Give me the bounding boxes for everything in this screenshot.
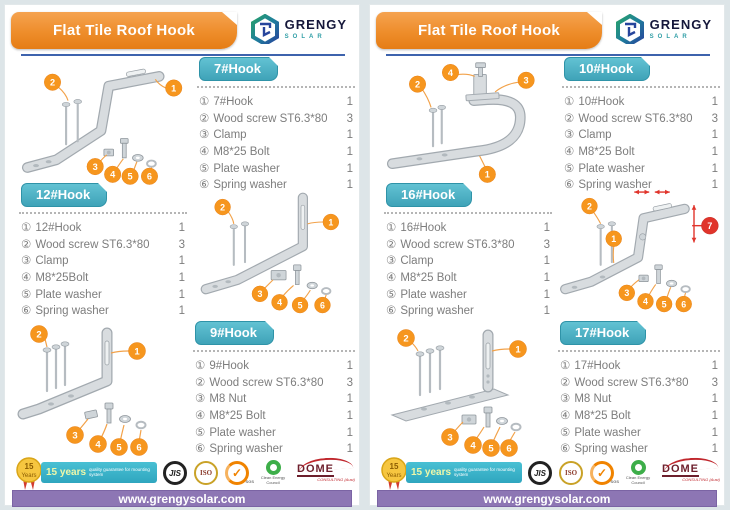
part-label: Spring washer bbox=[574, 443, 648, 456]
part-row bbox=[199, 161, 353, 178]
website-url: www.grengysolar.com bbox=[483, 491, 611, 506]
cec-ring bbox=[631, 460, 646, 475]
part-number: ① bbox=[195, 360, 206, 372]
part-row bbox=[199, 111, 353, 128]
part-number: ② bbox=[21, 238, 32, 251]
part-qty: 1 bbox=[543, 222, 550, 234]
part-label: M8*25 Bolt bbox=[209, 410, 266, 423]
part-label: M8*25 Bolt bbox=[213, 146, 270, 159]
part-qty: 1 bbox=[711, 96, 718, 108]
part-qty: 3 bbox=[543, 238, 550, 251]
part-label: Plate washer bbox=[209, 426, 276, 439]
callout-number: 1 bbox=[171, 83, 177, 94]
website-bar bbox=[377, 490, 717, 507]
catalog-page-right bbox=[369, 4, 725, 506]
part-number: ② bbox=[199, 112, 210, 125]
callout-number: 1 bbox=[484, 169, 490, 180]
dotted-divider bbox=[193, 350, 355, 352]
part-qty: 1 bbox=[711, 146, 718, 159]
part-number: ① bbox=[564, 96, 575, 108]
part-label: Spring washer bbox=[578, 179, 652, 192]
part-number: ④ bbox=[199, 146, 210, 159]
callout-number: 4 bbox=[447, 67, 454, 78]
callout-number: 1 bbox=[134, 346, 140, 358]
sgs-label: SGS bbox=[610, 479, 619, 484]
website-bar bbox=[12, 490, 352, 507]
callout-number: 4 bbox=[277, 297, 283, 308]
website-url: www.grengysolar.com bbox=[118, 491, 246, 506]
part-row bbox=[560, 425, 718, 442]
jis-logo-icon bbox=[528, 461, 552, 485]
part-qty: 1 bbox=[346, 393, 353, 406]
sgs-check-logo-icon bbox=[590, 461, 619, 485]
callout-number: 2 bbox=[36, 329, 42, 341]
callout-number: 1 bbox=[611, 234, 617, 244]
part-label: 7#Hook bbox=[213, 96, 253, 108]
part-row bbox=[560, 408, 718, 425]
part-number: ① bbox=[386, 222, 397, 234]
part-qty: 1 bbox=[346, 443, 353, 456]
part-row bbox=[195, 358, 353, 375]
hook17-product-image bbox=[376, 317, 556, 462]
brand-logo-text bbox=[285, 18, 347, 40]
medal-years-number: 15 bbox=[389, 462, 399, 471]
hook10-product-image bbox=[376, 57, 556, 190]
medal-years-word: Years bbox=[21, 473, 37, 479]
callout-number: 5 bbox=[661, 299, 667, 310]
cec-label: Clean Energy Council bbox=[625, 475, 651, 485]
part-label: Plate washer bbox=[400, 288, 467, 301]
hook10-parts-list bbox=[562, 94, 720, 194]
grengy-hexagon-logo-icon bbox=[615, 14, 645, 44]
part-row bbox=[564, 127, 718, 144]
fifteen-years-medal-icon bbox=[379, 457, 409, 491]
part-row bbox=[564, 94, 718, 111]
part-row bbox=[195, 391, 353, 408]
part-label: Plate washer bbox=[574, 426, 641, 439]
callout-number: 6 bbox=[146, 171, 153, 182]
part-qty: 3 bbox=[711, 112, 718, 125]
part-qty: 1 bbox=[711, 426, 718, 439]
part-number: ④ bbox=[560, 410, 571, 423]
guarantee-years: 15 years bbox=[46, 467, 87, 478]
medal-years-number: 15 bbox=[24, 462, 34, 471]
part-row bbox=[386, 220, 550, 237]
part-label: M8 Nut bbox=[209, 393, 247, 406]
callout-number: 6 bbox=[136, 442, 142, 454]
part-label: M8*25 Bolt bbox=[400, 272, 457, 285]
part-row bbox=[564, 144, 718, 161]
callout-number: 3 bbox=[624, 288, 630, 299]
part-qty: 1 bbox=[346, 146, 353, 159]
part-qty: 1 bbox=[543, 305, 550, 318]
jis-label: JIS bbox=[533, 468, 546, 478]
dome-sublabel: CONSULTING (Aust) bbox=[317, 477, 355, 482]
dome-sublabel: CONSULTING (Aust) bbox=[682, 477, 720, 482]
iso-label: ISO bbox=[564, 469, 578, 477]
iso-logo-icon bbox=[559, 461, 583, 485]
hook7-parts-list bbox=[197, 94, 355, 194]
part-label: Wood screw ST6.3*80 bbox=[213, 112, 328, 125]
part-label: 12#Hook bbox=[35, 222, 82, 234]
part-number: ② bbox=[195, 376, 206, 389]
part-qty: 1 bbox=[711, 393, 718, 406]
hook12-section bbox=[19, 183, 187, 320]
guarantee-text: quality guarantee for mounting system bbox=[454, 466, 515, 477]
part-qty: 1 bbox=[346, 179, 353, 192]
callout-number: 3 bbox=[447, 432, 453, 444]
callout-number: 2 bbox=[414, 79, 421, 90]
part-number: ④ bbox=[386, 272, 397, 285]
header-divider bbox=[21, 54, 345, 56]
hook17-tab-label: 17#Hook bbox=[575, 325, 630, 340]
part-qty: 3 bbox=[178, 238, 185, 251]
part-label: M8 Nut bbox=[574, 393, 612, 406]
part-label: 17#Hook bbox=[574, 360, 621, 372]
hook10-tab-label: 10#Hook bbox=[579, 61, 634, 76]
callout-number: 4 bbox=[95, 439, 101, 451]
callout-number: 2 bbox=[586, 201, 592, 212]
part-label: Wood screw ST6.3*80 bbox=[574, 376, 689, 389]
hook12-tab bbox=[21, 183, 107, 207]
callout-number: 3 bbox=[72, 430, 78, 442]
part-row bbox=[560, 441, 718, 458]
part-qty: 1 bbox=[711, 360, 718, 372]
callout-number: 6 bbox=[319, 300, 325, 311]
callout-number: 6 bbox=[681, 299, 687, 310]
fifteen-years-medal-icon bbox=[14, 457, 44, 491]
part-row bbox=[195, 425, 353, 442]
part-row bbox=[21, 220, 185, 237]
hook17-tab bbox=[560, 321, 646, 345]
guarantee-years: 15 years bbox=[411, 467, 452, 478]
part-qty: 1 bbox=[346, 360, 353, 372]
sgs-check: ✓ bbox=[596, 466, 608, 480]
dotted-divider bbox=[197, 86, 355, 88]
sgs-check: ✓ bbox=[231, 466, 243, 480]
part-row bbox=[560, 358, 718, 375]
callout-number: 2 bbox=[220, 202, 226, 213]
part-number: ⑤ bbox=[199, 162, 210, 175]
part-number: ② bbox=[564, 112, 575, 125]
cec-label: Clean Energy Council bbox=[260, 475, 286, 485]
part-row bbox=[386, 287, 550, 304]
part-qty: 1 bbox=[178, 305, 185, 318]
hook9-section bbox=[193, 321, 355, 458]
cec-ring bbox=[266, 460, 281, 475]
hook10-section bbox=[562, 57, 720, 194]
callout-number: 3 bbox=[523, 75, 529, 86]
hook7-tab bbox=[199, 57, 278, 81]
part-number: ⑥ bbox=[195, 443, 206, 456]
part-label: Wood screw ST6.3*80 bbox=[209, 376, 324, 389]
part-label: Plate washer bbox=[213, 162, 280, 175]
guarantee-banner bbox=[41, 462, 157, 483]
dome-label: DOME bbox=[297, 463, 334, 475]
catalog-page-left bbox=[4, 4, 360, 506]
callout-number: 4 bbox=[110, 169, 116, 180]
callout-number: 5 bbox=[127, 171, 133, 182]
part-label: 10#Hook bbox=[578, 96, 625, 108]
certification-logos bbox=[163, 457, 355, 489]
hook9-parts-list bbox=[193, 358, 355, 458]
part-row bbox=[386, 253, 550, 270]
brand-logo bbox=[250, 14, 347, 44]
part-label: Clamp bbox=[35, 255, 69, 268]
part-qty: 1 bbox=[178, 255, 185, 268]
dotted-divider bbox=[384, 212, 552, 214]
part-number: ④ bbox=[21, 272, 32, 285]
part-label: M8*25 Bolt bbox=[578, 146, 635, 159]
hook16-product-image bbox=[554, 181, 722, 322]
part-qty: 1 bbox=[346, 162, 353, 175]
callout-number: 2 bbox=[403, 333, 409, 345]
part-row bbox=[564, 111, 718, 128]
part-number: ① bbox=[199, 96, 210, 108]
hook12-tab-label: 12#Hook bbox=[36, 187, 91, 202]
part-qty: 1 bbox=[346, 129, 353, 142]
part-qty: 1 bbox=[346, 426, 353, 439]
brand-subtitle: SOLAR bbox=[649, 34, 691, 40]
part-number: ① bbox=[560, 360, 571, 372]
part-label: M8*25 Bolt bbox=[574, 410, 631, 423]
part-number: ③ bbox=[560, 393, 571, 406]
part-number: ④ bbox=[564, 146, 575, 159]
hook10-tab bbox=[564, 57, 650, 81]
part-row bbox=[560, 375, 718, 392]
page-title-banner bbox=[11, 12, 237, 49]
part-label: Clamp bbox=[578, 129, 612, 142]
hook16-section bbox=[384, 183, 552, 320]
part-label: Spring washer bbox=[213, 179, 287, 192]
callout-number: 1 bbox=[328, 217, 334, 228]
brand-logo-text bbox=[650, 18, 712, 40]
dome-label: DOME bbox=[662, 463, 699, 475]
iso-label: ISO bbox=[199, 469, 213, 477]
hook16-tab-label: 16#Hook bbox=[401, 187, 456, 202]
part-row bbox=[386, 237, 550, 254]
part-label: Wood screw ST6.3*80 bbox=[35, 238, 150, 251]
part-label: M8*25Bolt bbox=[35, 272, 89, 285]
dotted-divider bbox=[558, 350, 720, 352]
brand-logo bbox=[615, 14, 712, 44]
part-number: ① bbox=[21, 222, 32, 234]
part-number: ⑥ bbox=[560, 443, 571, 456]
hook9-tab-label: 9#Hook bbox=[210, 325, 257, 340]
part-number: ③ bbox=[195, 393, 206, 406]
part-qty: 1 bbox=[711, 129, 718, 142]
hook17-parts-list bbox=[558, 358, 720, 458]
part-row bbox=[564, 161, 718, 178]
part-qty: 1 bbox=[711, 179, 718, 192]
part-qty: 1 bbox=[346, 410, 353, 423]
part-label: Clamp bbox=[400, 255, 434, 268]
callout-number: 5 bbox=[297, 300, 303, 311]
part-qty: 1 bbox=[711, 410, 718, 423]
callout-number: 6 bbox=[506, 443, 512, 455]
header-divider bbox=[386, 54, 710, 56]
part-number: ④ bbox=[195, 410, 206, 423]
part-row bbox=[21, 237, 185, 254]
guarantee-banner bbox=[406, 462, 522, 483]
grengy-hexagon-logo-icon bbox=[250, 14, 280, 44]
certification-logos bbox=[528, 457, 720, 489]
part-number: ③ bbox=[564, 129, 575, 142]
part-number: ⑥ bbox=[199, 179, 210, 192]
part-row bbox=[21, 287, 185, 304]
part-qty: 1 bbox=[178, 222, 185, 234]
callout-number: 3 bbox=[257, 289, 263, 300]
page-title: Flat Tile Roof Hook bbox=[52, 22, 196, 39]
hook17-section bbox=[558, 321, 720, 458]
callout-number: 5 bbox=[488, 443, 494, 455]
sgs-check-logo-icon bbox=[225, 461, 254, 485]
dome-swoosh bbox=[664, 456, 719, 472]
part-qty: 1 bbox=[346, 96, 353, 108]
part-qty: 3 bbox=[346, 112, 353, 125]
part-number: ⑤ bbox=[386, 288, 397, 301]
dome-logo-icon bbox=[297, 464, 355, 482]
brand-subtitle: SOLAR bbox=[284, 34, 326, 40]
callout-number: 1 bbox=[515, 344, 521, 356]
hook12-parts-list bbox=[19, 220, 187, 320]
part-row bbox=[195, 441, 353, 458]
part-qty: 1 bbox=[178, 288, 185, 301]
callout-number: 2 bbox=[49, 77, 56, 88]
part-number: ⑤ bbox=[560, 426, 571, 439]
part-row bbox=[21, 253, 185, 270]
sgs-label: SGS bbox=[245, 479, 254, 484]
hook7-tab-label: 7#Hook bbox=[214, 61, 261, 76]
part-label: Spring washer bbox=[400, 305, 474, 318]
part-label: Spring washer bbox=[209, 443, 283, 456]
callout-number: 4 bbox=[642, 296, 648, 307]
part-label: Wood screw ST6.3*80 bbox=[400, 238, 515, 251]
iso-logo-icon bbox=[194, 461, 218, 485]
part-row bbox=[199, 127, 353, 144]
part-qty: 1 bbox=[178, 272, 185, 285]
dotted-divider bbox=[562, 86, 720, 88]
part-qty: 1 bbox=[711, 162, 718, 175]
hook16-tab bbox=[386, 183, 472, 207]
part-number: ③ bbox=[386, 255, 397, 268]
jis-label: JIS bbox=[168, 468, 181, 478]
callout-number: 5 bbox=[116, 442, 122, 454]
part-number: ⑥ bbox=[564, 179, 575, 192]
brand-name: GRENGY bbox=[649, 17, 712, 32]
part-number: ⑥ bbox=[386, 305, 397, 318]
part-number: ③ bbox=[21, 255, 32, 268]
clean-energy-council-logo-icon bbox=[256, 460, 290, 486]
part-row bbox=[199, 94, 353, 111]
hook9-product-image bbox=[11, 317, 191, 462]
part-number: ⑥ bbox=[21, 305, 32, 318]
dotted-divider bbox=[19, 212, 187, 214]
hook12-product-image bbox=[189, 183, 357, 322]
part-row bbox=[199, 144, 353, 161]
part-label: Wood screw ST6.3*80 bbox=[578, 112, 693, 125]
hook16-parts-list bbox=[384, 220, 552, 320]
part-label: 16#Hook bbox=[400, 222, 447, 234]
part-label: Spring washer bbox=[35, 305, 109, 318]
part-number: ⑤ bbox=[564, 162, 575, 175]
part-label: 9#Hook bbox=[209, 360, 249, 372]
page-title-banner bbox=[376, 12, 602, 49]
part-label: Clamp bbox=[213, 129, 247, 142]
part-number: ⑤ bbox=[21, 288, 32, 301]
part-qty: 1 bbox=[543, 272, 550, 285]
dome-logo-icon bbox=[662, 464, 720, 482]
part-row bbox=[560, 391, 718, 408]
part-label: Plate washer bbox=[578, 162, 645, 175]
hook7-product-image bbox=[11, 57, 191, 190]
part-row bbox=[195, 375, 353, 392]
brand-name: GRENGY bbox=[284, 17, 347, 32]
part-qty: 1 bbox=[543, 255, 550, 268]
dome-swoosh bbox=[299, 456, 354, 472]
jis-logo-icon bbox=[163, 461, 187, 485]
guarantee-text: quality guarantee for mounting system bbox=[89, 466, 150, 477]
hook7-section bbox=[197, 57, 355, 194]
callout-number: 3 bbox=[92, 161, 98, 172]
part-row bbox=[386, 270, 550, 287]
part-row bbox=[21, 270, 185, 287]
clean-energy-council-logo-icon bbox=[621, 460, 655, 486]
part-label: Plate washer bbox=[35, 288, 102, 301]
hook9-tab bbox=[195, 321, 274, 345]
part-row bbox=[195, 408, 353, 425]
part-number: ⑤ bbox=[195, 426, 206, 439]
part-number: ② bbox=[386, 238, 397, 251]
part-qty: 1 bbox=[711, 443, 718, 456]
part-number: ③ bbox=[199, 129, 210, 142]
callout-number: 7 bbox=[707, 220, 713, 231]
medal-years-word: Years bbox=[386, 473, 402, 479]
part-number: ② bbox=[560, 376, 571, 389]
part-qty: 3 bbox=[346, 376, 353, 389]
page-title: Flat Tile Roof Hook bbox=[417, 22, 561, 39]
callout-number: 4 bbox=[470, 440, 476, 452]
part-qty: 1 bbox=[543, 288, 550, 301]
part-qty: 3 bbox=[711, 376, 718, 389]
